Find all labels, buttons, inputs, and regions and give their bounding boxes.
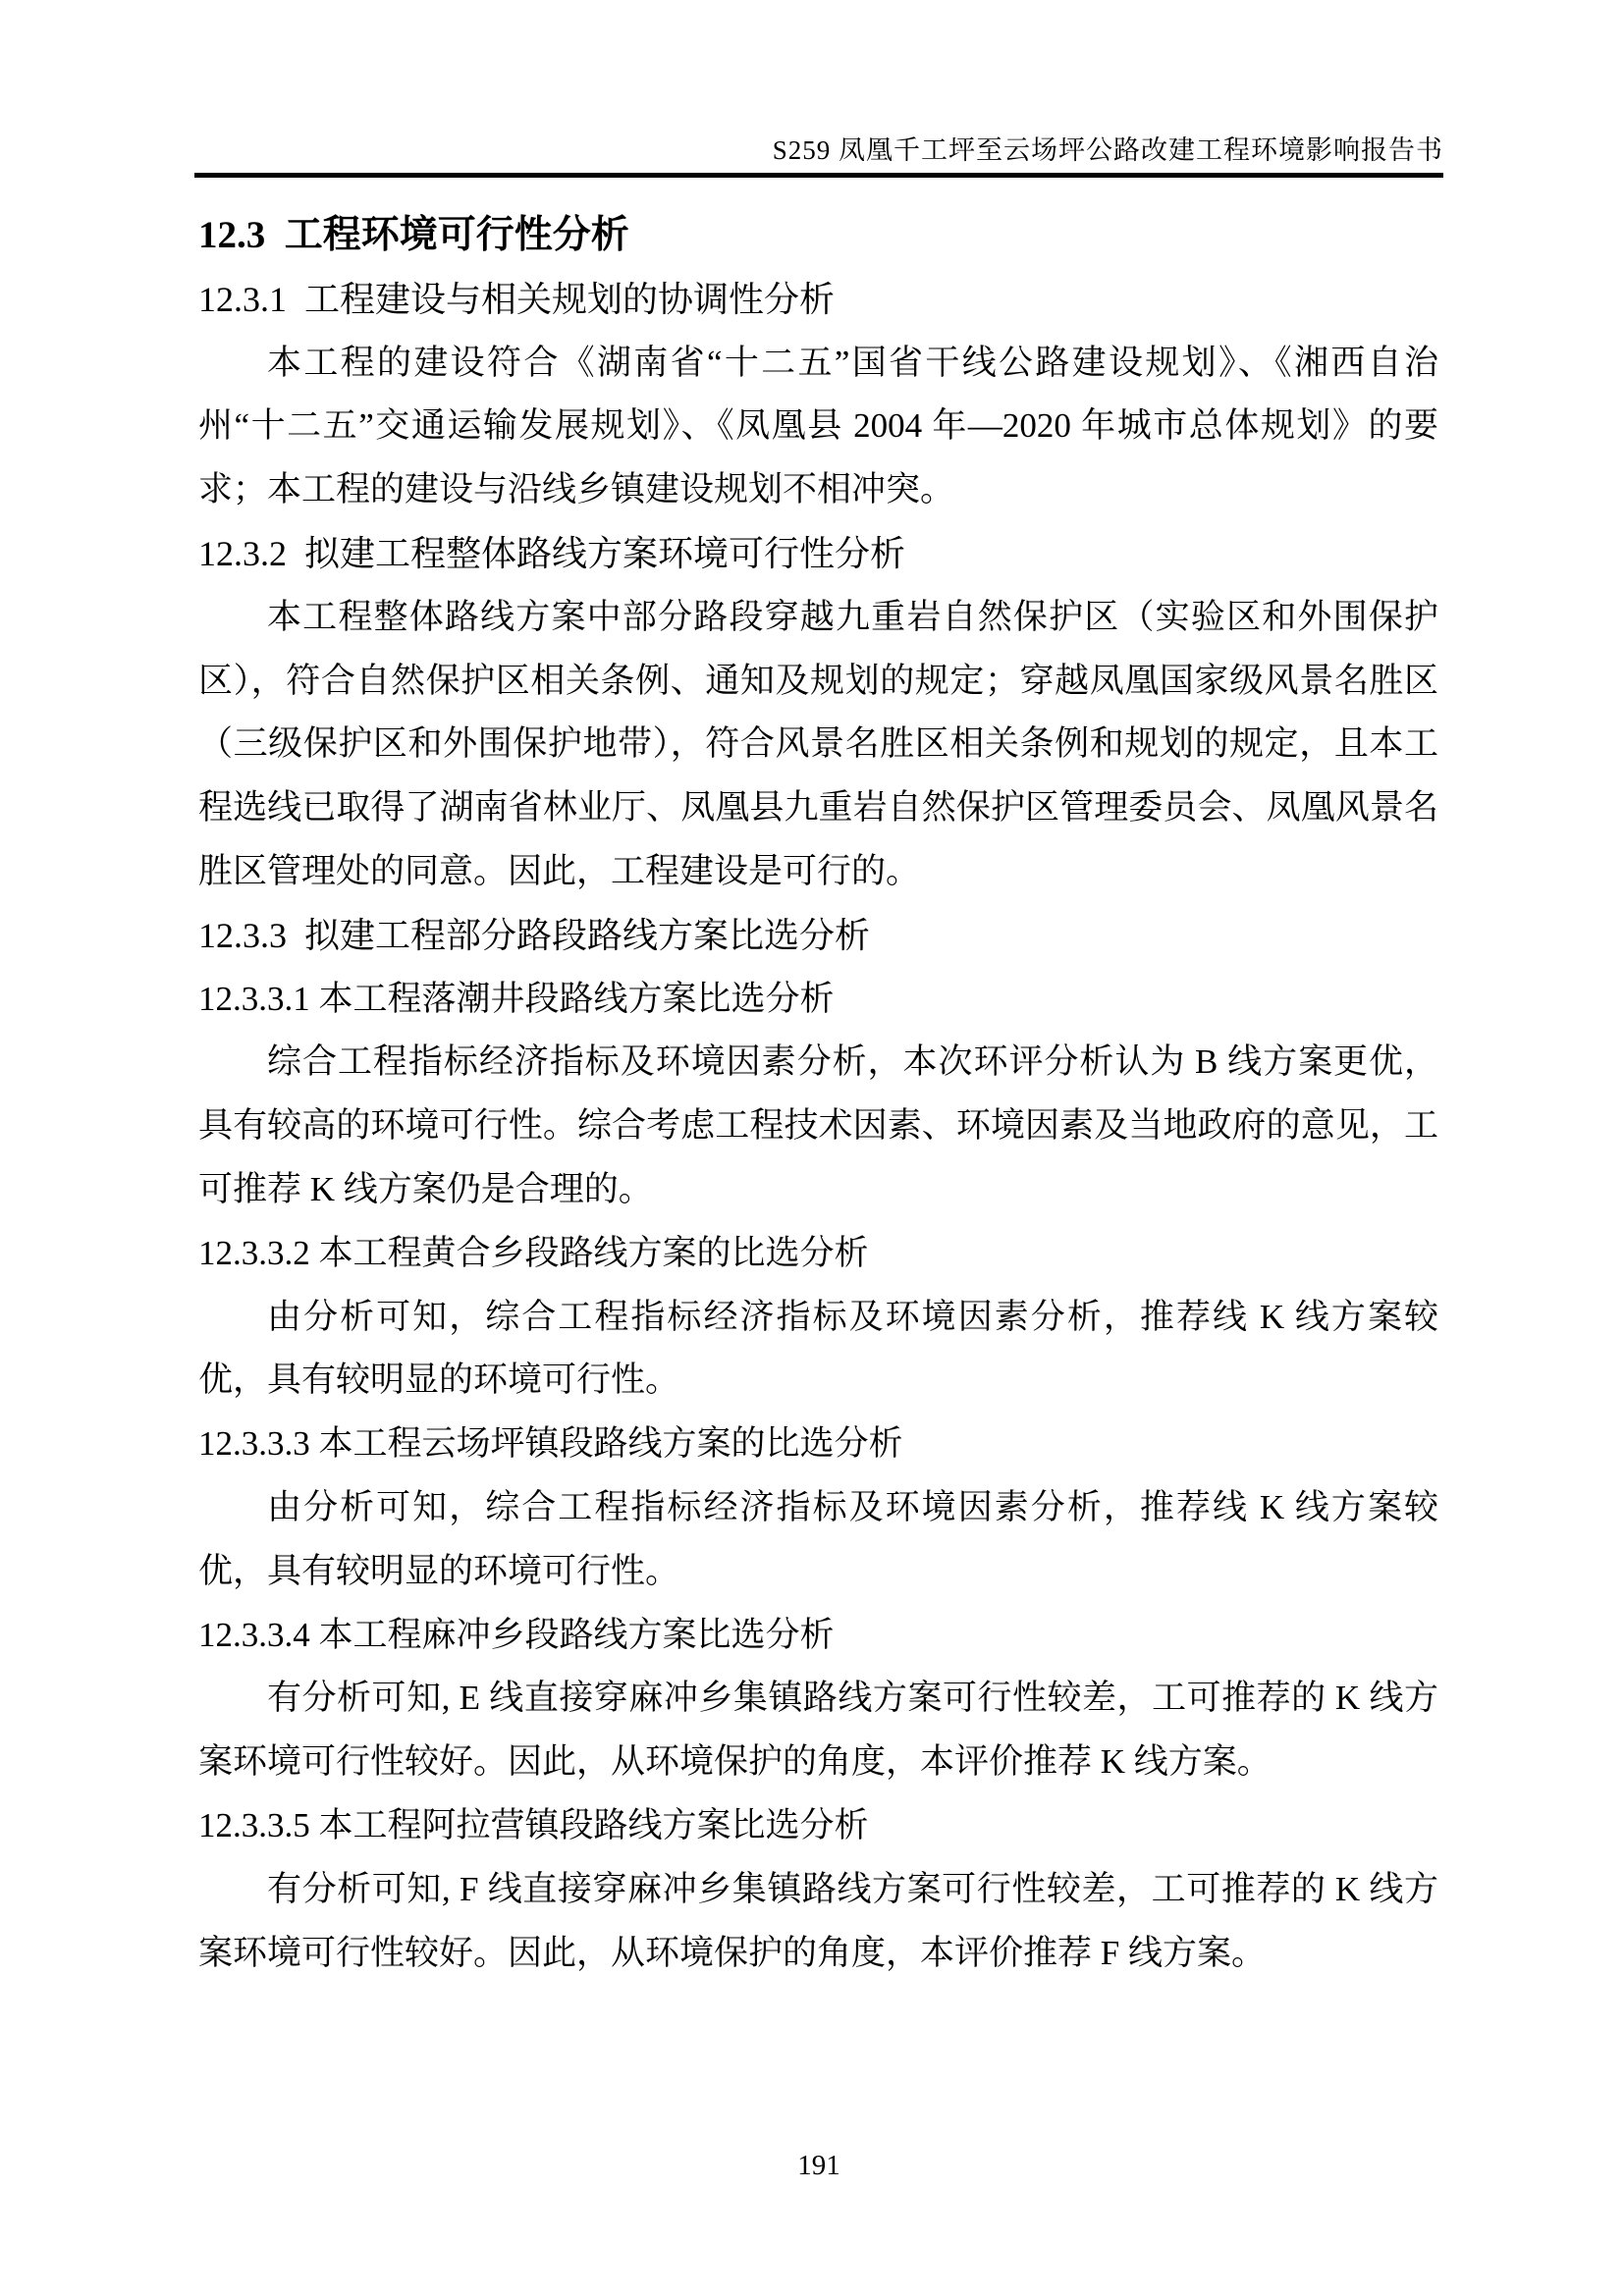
subsection-heading: 12.3.3.2 本工程黄合乡段路线方案的比选分析 xyxy=(198,1233,869,1272)
paragraph: 本工程整体路线方案中部分路段穿越九重岩自然保护区（实验区和外围保护区），符合自然保护区相关条例、通知及规划的规定；穿越凤凰国家级风景名胜区（三级保护区和外围保护地带），符合风景名胜区相关条例和规划的规定，且本工程选线已取得了湖南省林业厅、凤凰县九重岩自然保护区管理委员会、凤凰风景名胜区管理处的同意。因此，工程建设是可行的。 xyxy=(198,597,1438,890)
document-body xyxy=(198,204,1438,1985)
subsection-heading: 12.3.3.5 本工程阿拉营镇段路线方案比选分析 xyxy=(198,1805,869,1844)
subsection-heading: 12.3.3.4 本工程麻冲乡段路线方案比选分析 xyxy=(198,1615,835,1654)
section-heading: 12.3.1 工程建设与相关规划的协调性分析 xyxy=(198,279,836,319)
paragraph: 由分析可知，综合工程指标经济指标及环境因素分析，推荐线 K 线方案较优，具有较明显的环境可行性。 xyxy=(198,1487,1438,1590)
header-rule xyxy=(194,173,1443,178)
section-heading: 12.3.2 拟建工程整体路线方案环境可行性分析 xyxy=(198,533,906,573)
paragraph: 本工程的建设符合《湖南省“十二五”国省干线公路建设规划》、《湘西自治州“十二五”交通运输发展规划》、《凤凰县 2004 年—2020 年城市总体规划》的要求；本工程的建设与沿线乡镇建设规划不相冲突。 xyxy=(198,343,1438,509)
subsection-heading: 12.3.3.1 本工程落潮井段路线方案比选分析 xyxy=(198,979,835,1018)
page-number: 191 xyxy=(797,2150,840,2181)
paragraph: 综合工程指标经济指标及环境因素分析，本次环评分析认为 B 线方案更优，具有较高的环境可行性。综合考虑工程技术因素、环境因素及当地政府的意见，工可推荐 K 线方案仍是合理的。 xyxy=(198,1042,1438,1208)
running-header: S259 凤凰千工坪至云场坪公路改建工程环境影响报告书 xyxy=(772,135,1443,165)
section-heading: 12.3.3 拟建工程部分路段路线方案比选分析 xyxy=(198,915,871,955)
chapter-heading: 12.3 工程环境可行性分析 xyxy=(198,214,629,256)
paragraph: 由分析可知，综合工程指标经济指标及环境因素分析，推荐线 K 线方案较优，具有较明显的环境可行性。 xyxy=(198,1297,1438,1400)
paragraph: 有分析可知, E 线直接穿麻冲乡集镇路线方案可行性较差，工可推荐的 K 线方案环境可行性较好。因此，从环境保护的角度，本评价推荐 K 线方案。 xyxy=(198,1679,1438,1782)
paragraph: 有分析可知, F 线直接穿麻冲乡集镇路线方案可行性较差，工可推荐的 K 线方案环境可行性较好。因此，从环境保护的角度，本评价推荐 F 线方案。 xyxy=(198,1869,1438,1972)
subsection-heading: 12.3.3.3 本工程云场坪镇段路线方案的比选分析 xyxy=(198,1424,903,1464)
